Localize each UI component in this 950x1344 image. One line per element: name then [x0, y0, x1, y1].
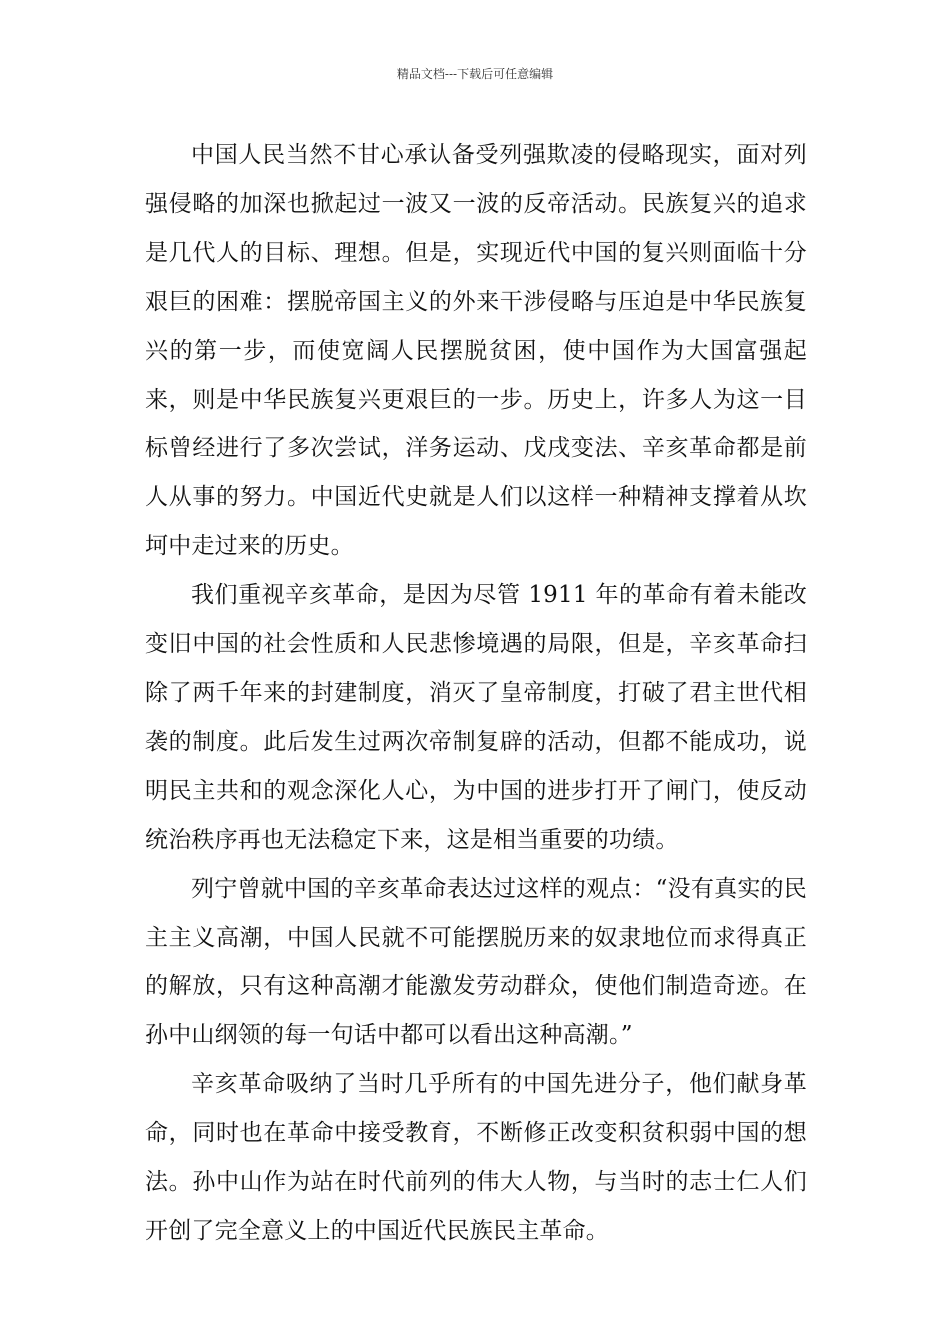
- paragraph-1: 中国人民当然不甘心承认备受列强欺凌的侵略现实，面对列强侵略的加深也掀起过一波又一波的反帝活动。民族复兴的追求是几代人的目标、理想。但是，实现近代中国的复兴则面临十分艰巨的困难：摆脱帝国主义的外来干涉侵略与压迫是中华民族复兴的第一步，而使宽阔人民摆脱贫困，使中国作为大国富强起来，则是中华民族复兴更艰巨的一步。历史上，许多人为这一目标曾经进行了多次尝试，洋务运动、戊戌变法、辛亥革命都是前人从事的努力。中国近代史就是人们以这样一种精神支撑着从坎坷中走过来的历史。: [145, 142, 807, 560]
- paragraph-4: 辛亥革命吸纳了当时几乎所有的中国先进分子，他们献身革命，同时也在革命中接受教育，不断修正改变积贫积弱中国的想法。孙中山作为站在时代前列的伟大人物，与当时的志士仁人们开创了完全意义上的中国近代民族民主革命。: [145, 1071, 807, 1244]
- document-body: [145, 131, 807, 1256]
- page-header: 精品文档---下载后可任意编辑: [396, 67, 554, 81]
- paragraph-2: 我们重视辛亥革命，是因为尽管 1911 年的革命有着未能改变旧中国的社会性质和人民悲惨境遇的局限，但是，辛亥革命扫除了两千年来的封建制度，消灭了皇帝制度，打破了君主世代相袭的制度。此后发生过两次帝制复辟的活动，但都不能成功，说明民主共和的观念深化人心，为中国的进步打开了闸门，使反动统治秩序再也无法稳定下来，这是相当重要的功绩。: [145, 582, 807, 853]
- paragraph-3: 列宁曾就中国的辛亥革命表达过这样的观点：“没有真实的民主主义高潮，中国人民就不可能摆脱历来的奴隶地位而求得真正的解放，只有这种高潮才能激发劳动群众，使他们制造奇迹。在孙中山纲领的每一句话中都可以看出这种高潮。”: [145, 875, 807, 1049]
